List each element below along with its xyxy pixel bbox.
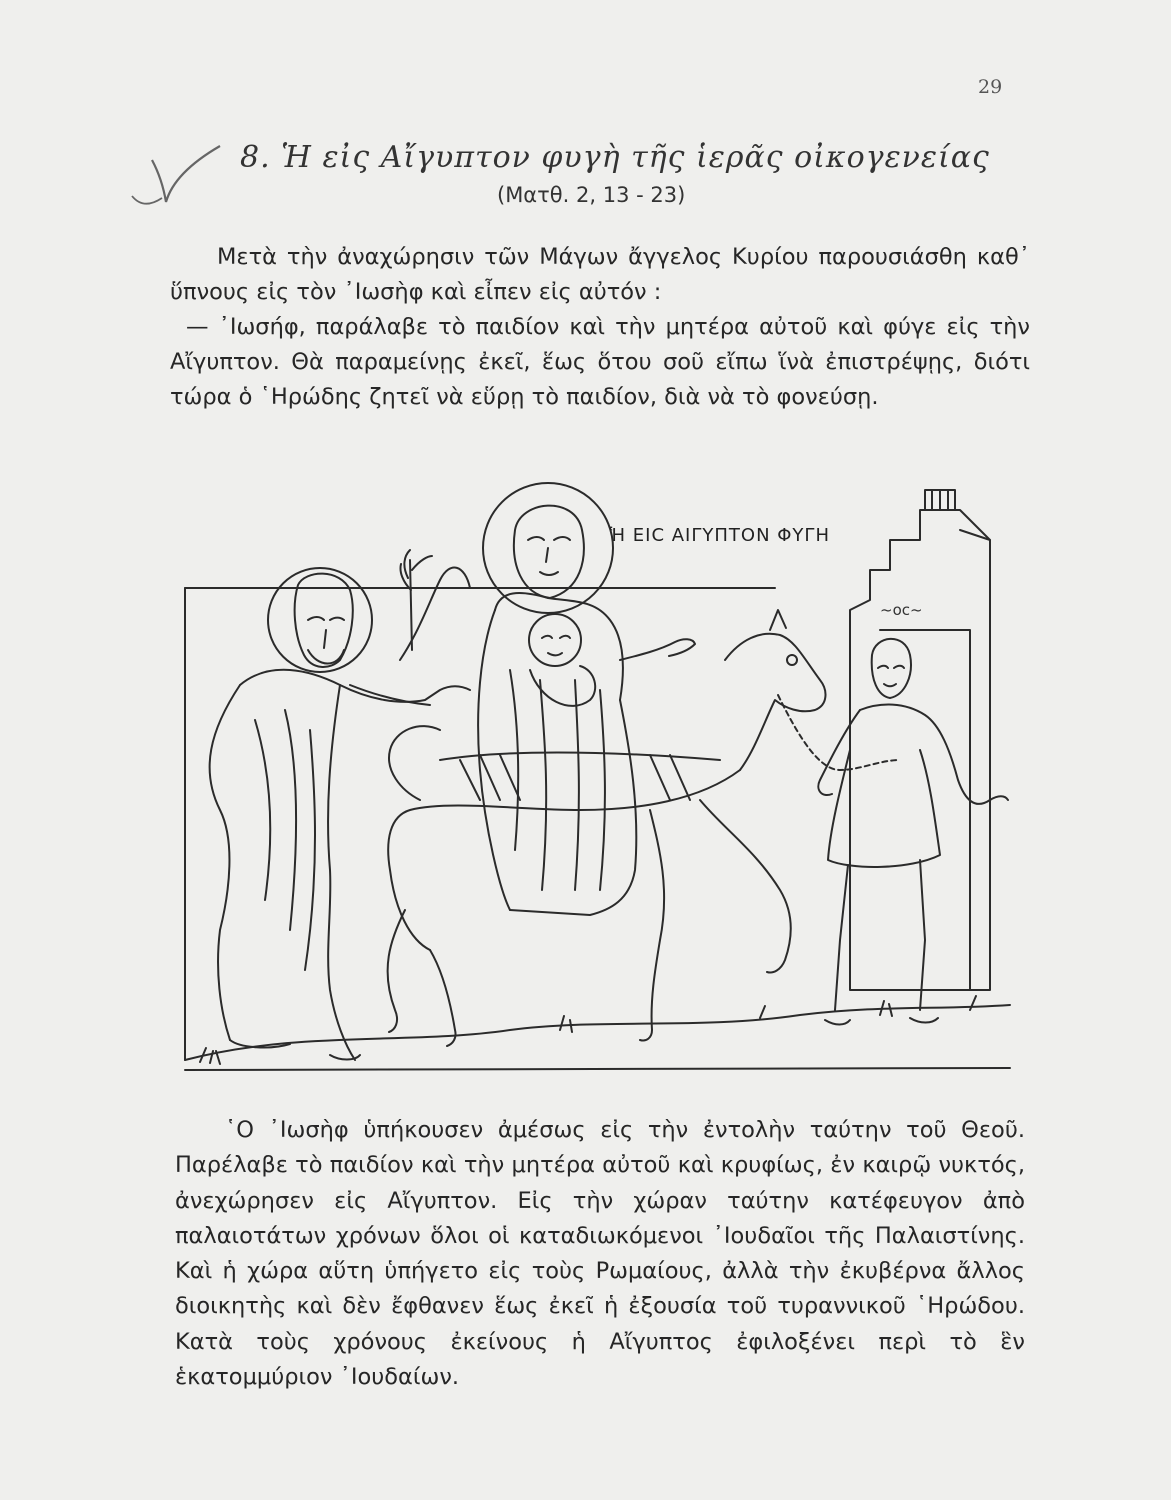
tower-ornament: ~oc~ <box>880 601 923 619</box>
horse-figure <box>388 610 900 1046</box>
chapter-title: 8. Ἡ εἰς Αἴγυπτον φυγὴ τῆς ἱερᾶς οἰκογενείας <box>240 140 990 175</box>
paragraph-narrative: ῾Ο ᾽Ιωσὴφ ὑπήκουσεν ἀμέσως εἰς τὴν ἐντολὴν ταύτην τοῦ Θεοῦ. Παρέλαβε τὸ παιδίον καὶ τὴν μητέρα αὐτοῦ καὶ κρυφίως, ἐν καιρῷ νυκτός, ἀνεχώρησεν εἰς Αἴγυπτον. Εἰς τὴν χώραν ταύτην κατέφευγον ἀπὸ παλαιοτάτων χρόνων ὅλοι οἱ καταδιωκόμενοι ᾽Ιουδαῖοι τῆς Παλαιστίνης. Καὶ ἡ χώρα αὕτη ὑπήγετο εἰς τοὺς Ρωμαίους, ἀλλὰ τὴν ἐκυβέρνα ἄλλος διοικητὴς καὶ δὲν ἔφθανεν ἕως ἐκεῖ ἡ ἐξουσία τοῦ τυραννικοῦ ῾Ηρώδου. Κατὰ τοὺς χρόνους ἐκείνους ἡ Αἴγυπτος ἐφιλοξένει περὶ τὸ ἓν ἑκατομμύριον ᾽Ιουδαίων. <box>175 1117 1025 1391</box>
young-man-figure <box>818 639 1008 1025</box>
virgin-mary-figure <box>478 483 695 915</box>
handwritten-check-mark <box>120 140 230 220</box>
icon-inscription: Ἡ ΕΙϹ ΑΙΓΥΠΤΟΝ ΦΥΓΗ <box>610 525 830 546</box>
opening-text <box>170 240 1030 415</box>
closing-text <box>175 1113 1025 1395</box>
tower-figure <box>850 490 990 990</box>
chapter-reference: (Ματθ. 2, 13 - 23) <box>497 183 686 207</box>
joseph-figure <box>210 568 470 1060</box>
page-number: 29 <box>978 76 1003 98</box>
paragraph-intro: Μετὰ τὴν ἀναχώρησιν τῶν Μάγων ἄγγελος Κυρίου παρουσιάσθη καθ᾽ ὕπνους εἰς τὸν ᾽Ιωσὴφ καὶ εἶπεν εἰς αὐτόν : <box>170 244 1030 305</box>
paragraph-angel-speech: — ᾽Ιωσήφ, παράλαβε τὸ παιδίον καὶ τὴν μητέρα αὐτοῦ καὶ φύγε εἰς τὴν Αἴγυπτον. Θὰ παραμείνῃς ἐκεῖ, ἕως ὅτου σοῦ εἴπω ἵνὰ ἐπιστρέψῃς, διότι τώρα ὁ ῾Ηρώδης ζητεῖ νὰ εὕρῃ τὸ παιδίον, διὰ νὰ τὸ φονεύσῃ. <box>170 314 1030 410</box>
flight-into-egypt-icon-illustration <box>180 470 1020 1090</box>
